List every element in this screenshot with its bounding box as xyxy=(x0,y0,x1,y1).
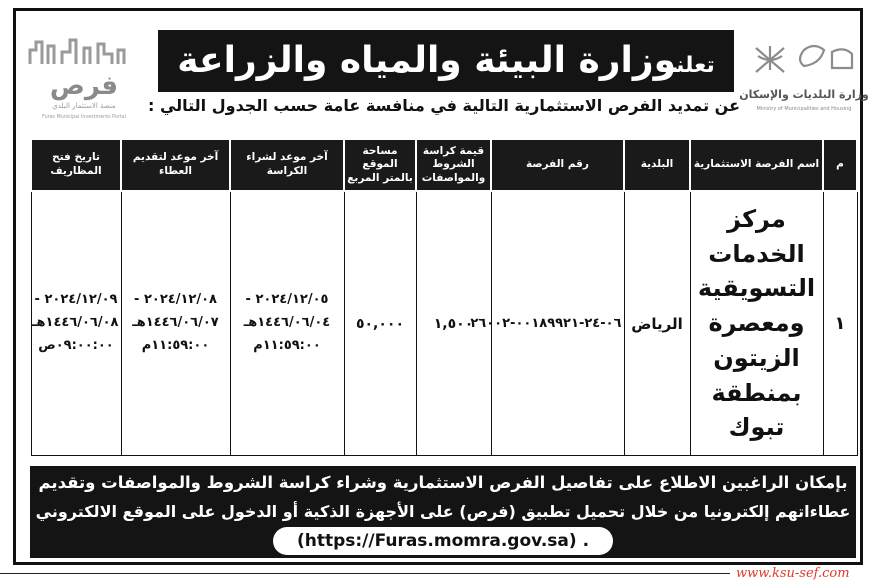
header-opportunity-name: اسم الفرصة الاستثمارية xyxy=(690,139,823,191)
header-index: م xyxy=(823,139,857,191)
header-envelope-opening: تاريخ فتح المظاريف xyxy=(31,139,121,191)
ministry-name: وزارة البيئة والمياه والزراعة xyxy=(177,40,677,81)
furas-logo-caption: منصة الاستثمار البلدي xyxy=(52,102,116,110)
purchase-deadline xyxy=(230,191,344,456)
submission-deadline xyxy=(121,191,230,456)
furas-website-link[interactable]: (https://Furas.momra.gov.sa) . xyxy=(273,527,613,555)
footer-divider xyxy=(0,573,730,574)
table-row xyxy=(31,191,857,456)
furas-logo-text: فرص xyxy=(49,71,119,101)
furas-logo-caption-en: Furas Municipal Investments Portal xyxy=(42,115,126,120)
header-municipality: البلدية xyxy=(624,139,690,191)
title-prefix: تعلن xyxy=(676,53,715,78)
municipality: الرياض xyxy=(624,191,690,456)
purchase-time: ١١:٥٩:٠٠م xyxy=(253,337,321,353)
instructions-banner xyxy=(30,466,856,558)
site-watermark: www.ksu-sef.com xyxy=(736,566,850,581)
submission-gregorian: ٢٠٢٤/١٢/٠٨ - xyxy=(134,292,217,308)
opening-time: ٠٩:٠٠:٠٠ص xyxy=(38,337,114,353)
header-opportunity-number: رقم الفرصة xyxy=(491,139,624,191)
booklet-price: ١,٥٠٠ xyxy=(416,191,491,456)
opening-gregorian: ٢٠٢٤/١٢/٠٩ - xyxy=(34,292,118,308)
envelope-opening-date xyxy=(31,191,121,456)
table-header-row xyxy=(31,139,857,191)
header-site-area: مساحة الموقع بالمتر المربع xyxy=(344,139,416,191)
site-area: ٥٠,٠٠٠ xyxy=(344,191,416,456)
opportunity-number: ٠٦-٢٤-٠٠١٨٩٩٢١-٢٦٠٠٢ xyxy=(491,191,624,456)
ministry-logo-text: وزارة البلديات والإسكان xyxy=(739,88,869,101)
opening-hijri: ١٤٤٦/٠٦/٠٨هـ xyxy=(32,315,119,331)
announcement-title xyxy=(158,30,734,92)
ministry-logo-caption-en: Ministry of Municipalities and Housing xyxy=(756,106,852,112)
ministry-logo xyxy=(739,40,869,126)
opportunity-name: مركز الخدمات التسويقية ومعصرة الزيتون بمنطقة تبوك xyxy=(690,191,823,456)
instructions-line-1: بإمكان الراغبين الاطلاع على تفاصيل الفرص الاستثمارية وشراء كراسة الشروط والمواصفات وتقديم xyxy=(38,473,848,492)
submission-hijri: ١٤٤٦/٠٦/٠٧هـ xyxy=(132,315,219,331)
furas-logo xyxy=(22,36,140,126)
header-booklet-price: قيمة كراسة الشروط والمواصفات xyxy=(416,139,491,191)
row-index: ١ xyxy=(823,191,857,456)
header-submission-deadline: آخر موعد لتقديم العطاء xyxy=(121,139,230,191)
opportunities-table xyxy=(30,138,858,456)
purchase-gregorian: ٢٠٢٤/١٢/٠٥ - xyxy=(245,292,329,308)
announcement-subtitle: عن تمديد الفرص الاستثمارية التالية في منافسة عامة حسب الجدول التالي : xyxy=(147,96,740,115)
header-purchase-deadline: آخر موعد لشراء الكراسة xyxy=(230,139,344,191)
submission-time: ١١:٥٩:٠٠م xyxy=(141,337,210,353)
instructions-line-2: عطاءاتهم إلكترونيا من خلال تحميل تطبيق (فرص) على الأجهزة الذكية أو الدخول على الموقع الالكتروني xyxy=(35,502,851,521)
purchase-hijri: ١٤٤٦/٠٦/٠٤هـ xyxy=(243,315,331,331)
